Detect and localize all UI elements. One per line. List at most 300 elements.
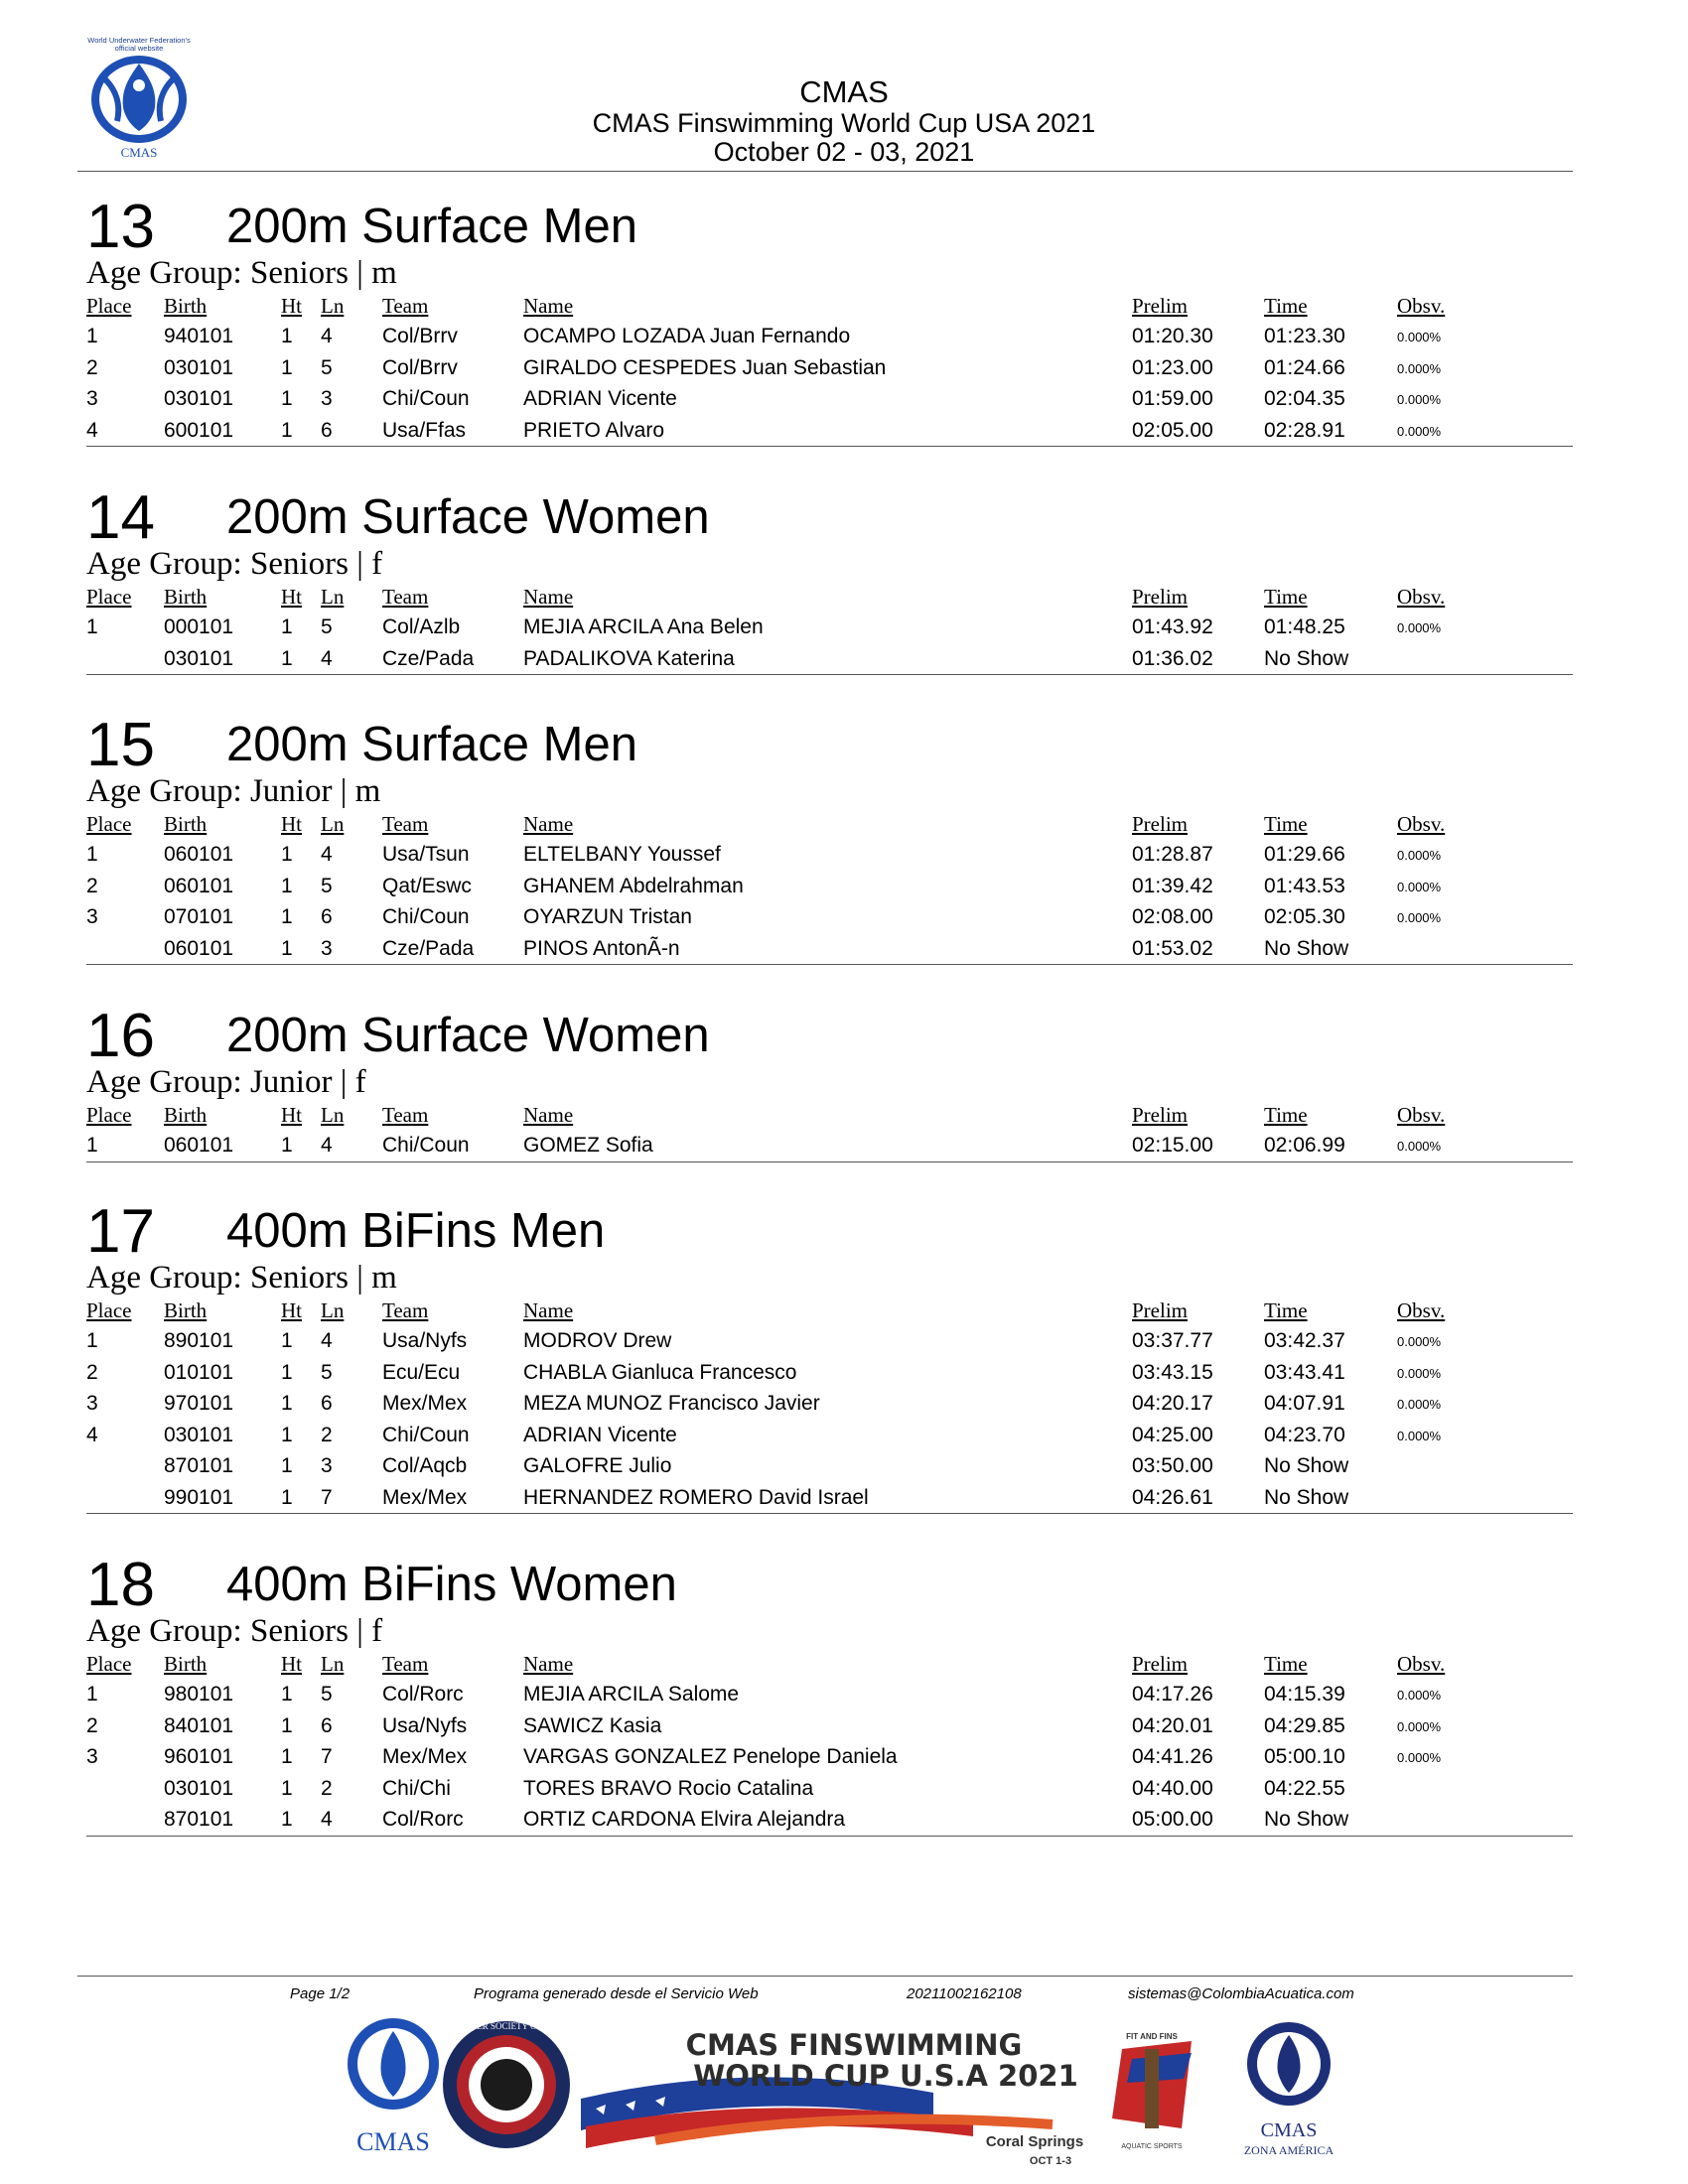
- obsv: 0.000%: [1397, 423, 1442, 439]
- athlete-name: PRIETO Alvaro: [523, 418, 664, 442]
- prelim-time: 01:20.30: [1132, 325, 1213, 347]
- place: 3: [86, 387, 98, 410]
- heat: 1: [281, 936, 293, 960]
- obsv: 0.000%: [1397, 1139, 1442, 1154]
- prelim-time: 04:20.01: [1132, 1713, 1213, 1737]
- logo-name: CMAS: [120, 145, 158, 160]
- banner-title-line2: WORLD CUP U.S.A 2021: [693, 2059, 1078, 2093]
- col-ln: Ln: [321, 812, 345, 836]
- athlete-name: GALOFRE Julio: [523, 1454, 672, 1477]
- lane: 4: [321, 843, 333, 866]
- lane: 5: [321, 1683, 333, 1706]
- athlete-name: ORTIZ CARDONA Elvira Alejandra: [523, 1808, 846, 1831]
- col-name: Name: [523, 812, 574, 836]
- table-row: [86, 1679, 1573, 1710]
- age-group: Age Group: Seniors | f: [86, 546, 383, 582]
- fins-text: FIT AND FINS: [1126, 2032, 1178, 2041]
- age-group: Age Group: Seniors | m: [86, 1260, 397, 1296]
- final-time: 01:43.53: [1264, 874, 1345, 897]
- team: Usa/Tsun: [382, 843, 470, 866]
- birth: 030101: [164, 1423, 234, 1446]
- heat: 1: [281, 1745, 293, 1768]
- place: 2: [86, 1713, 98, 1737]
- event-number: 18: [86, 1551, 155, 1619]
- team: Chi/Chi: [382, 1776, 451, 1800]
- col-ht: Ht: [281, 294, 302, 318]
- age-group: Age Group: Junior | m: [86, 773, 381, 809]
- col-time: Time: [1264, 585, 1308, 609]
- col-ht: Ht: [281, 1298, 302, 1322]
- col-obsv: Obsv.: [1397, 1298, 1446, 1322]
- athlete-name: OYARZUN Tristan: [523, 905, 692, 928]
- fit-and-fins-logo: [1112, 2032, 1192, 2150]
- col-time: Time: [1264, 1103, 1308, 1127]
- lane: 4: [321, 646, 333, 670]
- birth: 070101: [164, 905, 234, 928]
- final-time: 02:28.91: [1264, 418, 1345, 442]
- birth: 060101: [164, 1134, 234, 1157]
- event-number: 14: [86, 483, 155, 552]
- table-row: [86, 1710, 1573, 1742]
- birth: 010101: [164, 1360, 234, 1384]
- col-name: Name: [523, 1298, 574, 1322]
- age-group: Age Group: Junior | f: [86, 1064, 366, 1100]
- col-team: Team: [382, 1652, 429, 1676]
- obsv: 0.000%: [1397, 330, 1442, 344]
- prelim-time: 04:41.26: [1132, 1745, 1213, 1768]
- birth: 870101: [164, 1454, 234, 1477]
- prelim-time: 01:53.02: [1132, 936, 1213, 960]
- lane: 6: [321, 905, 333, 928]
- event-title: 200m Surface Women: [226, 490, 710, 544]
- team: Chi/Coun: [382, 905, 470, 928]
- place: 1: [86, 1329, 98, 1352]
- col-team: Team: [382, 1103, 429, 1127]
- banner-title-line1: CMAS FINSWIMMING: [685, 2028, 1023, 2062]
- col-ht: Ht: [281, 1652, 302, 1676]
- athlete-name: MODROV Drew: [523, 1329, 672, 1352]
- place: 1: [86, 843, 98, 866]
- athlete-name: PINOS AntonÃ-n: [523, 936, 680, 960]
- team: Qat/Eswc: [382, 874, 472, 897]
- event-divider: [86, 674, 1573, 675]
- col-birth: Birth: [164, 1103, 208, 1127]
- heat: 1: [281, 418, 293, 442]
- heat: 1: [281, 1776, 293, 1800]
- final-time: No Show: [1264, 936, 1349, 960]
- col-time: Time: [1264, 1652, 1308, 1676]
- cmas-zona-america-logo: [1244, 2022, 1335, 2157]
- birth: 960101: [164, 1745, 234, 1768]
- footer-generated: Programa generado desde el Servicio Web: [474, 1985, 759, 2002]
- prelim-time: 01:59.00: [1132, 387, 1213, 410]
- final-time: No Show: [1264, 646, 1349, 670]
- athlete-name: GOMEZ Sofia: [523, 1134, 653, 1157]
- lane: 4: [321, 1808, 333, 1831]
- obsv: 0.000%: [1397, 1397, 1442, 1412]
- prelim-time: 05:00.00: [1132, 1808, 1213, 1831]
- athlete-name: MEJIA ARCILA Ana Belen: [523, 615, 764, 638]
- event-divider: [86, 1161, 1573, 1162]
- table-row: [86, 1804, 1573, 1836]
- place: 1: [86, 615, 98, 638]
- banner-cmas-right-sub: ZONA AMÉRICA: [1243, 2143, 1335, 2157]
- heat: 1: [281, 1454, 293, 1477]
- col-birth: Birth: [164, 294, 208, 318]
- table-row: [86, 1357, 1573, 1389]
- obsv: 0.000%: [1397, 848, 1442, 863]
- place: 4: [86, 1423, 98, 1446]
- athlete-name: VARGAS GONZALEZ Penelope Daniela: [523, 1745, 898, 1768]
- footer-code: 20211002162108: [907, 1985, 1022, 2002]
- col-ln: Ln: [321, 585, 345, 609]
- event-15: [86, 713, 1573, 965]
- place: 1: [86, 325, 98, 347]
- prelim-time: 04:40.00: [1132, 1776, 1213, 1800]
- team: Usa/Ffas: [382, 418, 467, 442]
- place: 2: [86, 1360, 98, 1384]
- athlete-name: GHANEM Abdelrahman: [523, 874, 744, 897]
- athlete-name: MEZA MUNOZ Francisco Javier: [523, 1392, 820, 1415]
- footer-divider: [77, 1976, 1573, 1977]
- athlete-name: GIRALDO CESPEDES Juan Sebastian: [523, 355, 887, 379]
- final-time: 03:43.41: [1264, 1360, 1345, 1384]
- team: Chi/Coun: [382, 1134, 470, 1157]
- event-title: 400m BiFins Men: [226, 1204, 606, 1258]
- col-birth: Birth: [164, 812, 208, 836]
- table-row: [86, 1420, 1573, 1451]
- heat: 1: [281, 615, 293, 638]
- team: Cze/Pada: [382, 936, 475, 960]
- birth: 030101: [164, 646, 234, 670]
- col-obsv: Obsv.: [1397, 294, 1446, 318]
- heat: 1: [281, 1329, 293, 1352]
- lane: 3: [321, 387, 333, 410]
- table-row: [86, 839, 1573, 871]
- lane: 5: [321, 874, 333, 897]
- col-team: Team: [382, 585, 429, 609]
- athlete-name: SAWICZ Kasia: [523, 1713, 662, 1737]
- final-time: 04:07.91: [1264, 1392, 1345, 1415]
- team: Mex/Mex: [382, 1745, 468, 1768]
- table-row: [86, 1482, 1573, 1514]
- final-time: No Show: [1264, 1454, 1349, 1477]
- birth: 030101: [164, 1776, 234, 1800]
- lane: 5: [321, 355, 333, 379]
- col-ht: Ht: [281, 585, 302, 609]
- team: Col/Brrv: [382, 355, 458, 379]
- col-place: Place: [86, 812, 132, 836]
- col-time: Time: [1264, 812, 1308, 836]
- lane: 2: [321, 1776, 333, 1800]
- event-number: 13: [86, 193, 155, 261]
- col-team: Team: [382, 812, 429, 836]
- prelim-time: 03:50.00: [1132, 1454, 1213, 1477]
- team: Ecu/Ecu: [382, 1360, 461, 1384]
- col-team: Team: [382, 1298, 429, 1322]
- heat: 1: [281, 387, 293, 410]
- event-divider: [86, 1836, 1573, 1837]
- heat: 1: [281, 905, 293, 928]
- athlete-name: ADRIAN Vicente: [523, 1423, 677, 1446]
- prelim-time: 02:15.00: [1132, 1134, 1213, 1157]
- team: Col/Rorc: [382, 1808, 464, 1831]
- col-birth: Birth: [164, 585, 208, 609]
- final-time: 04:15.39: [1264, 1683, 1345, 1706]
- logo-caption-line2: official website: [114, 44, 164, 53]
- col-place: Place: [86, 1652, 132, 1676]
- prelim-time: 01:39.42: [1132, 874, 1213, 897]
- athlete-name: HERNANDEZ ROMERO David Israel: [523, 1485, 869, 1509]
- obsv: 0.000%: [1397, 1428, 1442, 1443]
- athlete-name: ADRIAN Vicente: [523, 387, 677, 410]
- final-time: No Show: [1264, 1808, 1349, 1831]
- underwater-society-seal: [428, 2021, 585, 2148]
- col-name: Name: [523, 294, 574, 318]
- birth: 030101: [164, 387, 234, 410]
- competition-dates: October 02 - 03, 2021: [713, 137, 975, 167]
- team: Col/Aqcb: [382, 1454, 468, 1477]
- competition-title: CMAS Finswimming World Cup USA 2021: [592, 108, 1096, 138]
- col-prelim: Prelim: [1132, 294, 1188, 318]
- final-time: 04:29.85: [1264, 1713, 1345, 1737]
- heat: 1: [281, 355, 293, 379]
- team: Mex/Mex: [382, 1392, 468, 1415]
- birth: 030101: [164, 355, 234, 379]
- prelim-time: 01:36.02: [1132, 646, 1213, 670]
- birth: 600101: [164, 418, 234, 442]
- team: Chi/Coun: [382, 387, 470, 410]
- athlete-name: ELTELBANY Youssef: [523, 843, 721, 866]
- team: Usa/Nyfs: [382, 1329, 468, 1352]
- team: Usa/Nyfs: [382, 1713, 468, 1737]
- table-row: [86, 383, 1573, 415]
- team: Chi/Coun: [382, 1423, 470, 1446]
- lane: 6: [321, 418, 333, 442]
- birth: 060101: [164, 843, 234, 866]
- lane: 6: [321, 1713, 333, 1737]
- event-divider: [86, 446, 1573, 447]
- athlete-name: OCAMPO LOZADA Juan Fernando: [523, 325, 851, 347]
- col-ht: Ht: [281, 812, 302, 836]
- prelim-time: 02:05.00: [1132, 418, 1213, 442]
- lane: 5: [321, 1360, 333, 1384]
- banner-cmas-right: CMAS: [1260, 2119, 1318, 2141]
- lane: 2: [321, 1423, 333, 1446]
- final-time: 01:24.66: [1264, 355, 1345, 379]
- col-birth: Birth: [164, 1652, 208, 1676]
- col-time: Time: [1264, 294, 1308, 318]
- obsv: 0.000%: [1397, 1718, 1442, 1734]
- lane: 6: [321, 1392, 333, 1415]
- team: Mex/Mex: [382, 1485, 468, 1509]
- banner-location: Coral Springs: [985, 2133, 1084, 2150]
- prelim-time: 04:20.17: [1132, 1392, 1213, 1415]
- obsv: 0.000%: [1397, 1750, 1442, 1765]
- obsv: 0.000%: [1397, 392, 1442, 407]
- heat: 1: [281, 1713, 293, 1737]
- birth: 980101: [164, 1683, 234, 1706]
- heat: 1: [281, 1808, 293, 1831]
- place: 3: [86, 1745, 98, 1768]
- column-headers: [86, 1648, 1573, 1679]
- heat: 1: [281, 1134, 293, 1157]
- table-row: [86, 612, 1573, 643]
- birth: 870101: [164, 1808, 234, 1831]
- lane: 7: [321, 1485, 333, 1509]
- sponsor-banner: [338, 2009, 1370, 2168]
- event-17: [86, 1199, 1573, 1514]
- prelim-time: 01:43.92: [1132, 615, 1213, 638]
- column-headers: [86, 290, 1573, 321]
- age-group: Age Group: Seniors | f: [86, 1613, 383, 1649]
- table-row: [86, 1741, 1573, 1773]
- place: 4: [86, 418, 98, 442]
- col-ln: Ln: [321, 1298, 345, 1322]
- table-row: [86, 415, 1573, 447]
- table-row: [86, 643, 1573, 675]
- place: 1: [86, 1134, 98, 1157]
- athlete-name: TORES BRAVO Rocio Catalina: [523, 1776, 814, 1800]
- birth: 970101: [164, 1392, 234, 1415]
- prelim-time: 04:26.61: [1132, 1485, 1213, 1509]
- team: Cze/Pada: [382, 646, 475, 670]
- col-name: Name: [523, 1103, 574, 1127]
- birth: 060101: [164, 874, 234, 897]
- birth: 840101: [164, 1713, 234, 1737]
- place: 3: [86, 1392, 98, 1415]
- final-time: 01:48.25: [1264, 615, 1345, 638]
- final-time: 02:06.99: [1264, 1134, 1345, 1157]
- table-row: [86, 1325, 1573, 1357]
- col-birth: Birth: [164, 1298, 208, 1322]
- col-ln: Ln: [321, 1652, 345, 1676]
- col-name: Name: [523, 585, 574, 609]
- birth: 990101: [164, 1485, 234, 1509]
- obsv: 0.000%: [1397, 620, 1442, 635]
- obsv: 0.000%: [1397, 1365, 1442, 1381]
- prelim-time: 01:28.87: [1132, 843, 1213, 866]
- obsv: 0.000%: [1397, 910, 1442, 925]
- footer-email: sistemas@ColombiaAcuatica.com: [1128, 1985, 1354, 2002]
- col-obsv: Obsv.: [1397, 1103, 1446, 1127]
- obsv: 0.000%: [1397, 360, 1442, 376]
- col-ln: Ln: [321, 294, 345, 318]
- col-obsv: Obsv.: [1397, 585, 1446, 609]
- event-title: 400m BiFins Women: [226, 1558, 677, 1611]
- header-divider: [77, 171, 1573, 172]
- fins-sub: AQUATIC SPORTS: [1121, 2143, 1183, 2150]
- col-ht: Ht: [281, 1103, 302, 1127]
- final-time: No Show: [1264, 1485, 1349, 1509]
- lane: 3: [321, 1454, 333, 1477]
- col-obsv: Obsv.: [1397, 1652, 1446, 1676]
- col-place: Place: [86, 1298, 132, 1322]
- lane: 7: [321, 1745, 333, 1768]
- col-prelim: Prelim: [1132, 1298, 1188, 1322]
- obsv: 0.000%: [1397, 1334, 1442, 1349]
- table-row: [86, 1450, 1573, 1482]
- col-obsv: Obsv.: [1397, 812, 1446, 836]
- table-row: [86, 321, 1573, 352]
- heat: 1: [281, 325, 293, 347]
- birth: 890101: [164, 1329, 234, 1352]
- heat: 1: [281, 1360, 293, 1384]
- birth: 000101: [164, 615, 234, 638]
- event-title: 200m Surface Men: [226, 200, 637, 253]
- prelim-time: 04:17.26: [1132, 1683, 1213, 1706]
- obsv: 0.000%: [1397, 879, 1442, 894]
- final-time: 04:23.70: [1264, 1423, 1345, 1446]
- table-row: [86, 901, 1573, 933]
- society-text: UNDERWATER SOCIETY OF AMERICA: [428, 2021, 585, 2031]
- org-title: CMAS: [799, 74, 889, 109]
- final-time: 01:23.30: [1264, 325, 1345, 347]
- event-title: 200m Surface Men: [226, 718, 637, 771]
- athlete-name: PADALIKOVA Katerina: [523, 646, 735, 670]
- athlete-name: CHABLA Gianluca Francesco: [523, 1360, 797, 1384]
- place: 3: [86, 905, 98, 928]
- obsv: 0.000%: [1397, 1688, 1442, 1703]
- team: Col/Rorc: [382, 1683, 464, 1706]
- cmas-logo-left: [348, 2018, 439, 2156]
- final-time: 03:42.37: [1264, 1329, 1345, 1352]
- event-number: 16: [86, 1002, 155, 1070]
- prelim-time: 02:08.00: [1132, 905, 1213, 928]
- logo-caption-line1: World Underwater Federation's: [87, 36, 191, 45]
- event-18: [86, 1553, 1573, 1837]
- document-header: [0, 75, 1688, 167]
- lane: 4: [321, 1329, 333, 1352]
- team: Col/Azlb: [382, 615, 461, 638]
- event-14: [86, 485, 1573, 675]
- column-headers: [86, 1295, 1573, 1325]
- heat: 1: [281, 1423, 293, 1446]
- final-time: 05:00.10: [1264, 1745, 1345, 1768]
- table-row: [86, 1130, 1573, 1161]
- heat: 1: [281, 1683, 293, 1706]
- heat: 1: [281, 843, 293, 866]
- place: 1: [86, 1683, 98, 1706]
- table-row: [86, 1773, 1573, 1805]
- table-row: [86, 871, 1573, 902]
- column-headers: [86, 808, 1573, 839]
- column-headers: [86, 581, 1573, 612]
- table-row: [86, 933, 1573, 965]
- final-time: 02:04.35: [1264, 387, 1345, 410]
- col-team: Team: [382, 294, 429, 318]
- col-place: Place: [86, 585, 132, 609]
- place: 2: [86, 874, 98, 897]
- col-prelim: Prelim: [1132, 1103, 1188, 1127]
- heat: 1: [281, 646, 293, 670]
- lane: 4: [321, 1134, 333, 1157]
- lane: 3: [321, 936, 333, 960]
- athlete-name: MEJIA ARCILA Salome: [523, 1683, 740, 1706]
- birth: 060101: [164, 936, 234, 960]
- lane: 5: [321, 615, 333, 638]
- col-prelim: Prelim: [1132, 585, 1188, 609]
- event-13: [86, 195, 1573, 447]
- final-time: 02:05.30: [1264, 905, 1345, 928]
- footer-page: Page 1/2: [290, 1985, 351, 2002]
- heat: 1: [281, 874, 293, 897]
- col-prelim: Prelim: [1132, 812, 1188, 836]
- column-headers: [86, 1099, 1573, 1130]
- lane: 4: [321, 325, 333, 347]
- col-name: Name: [523, 1652, 574, 1676]
- place: 2: [86, 355, 98, 379]
